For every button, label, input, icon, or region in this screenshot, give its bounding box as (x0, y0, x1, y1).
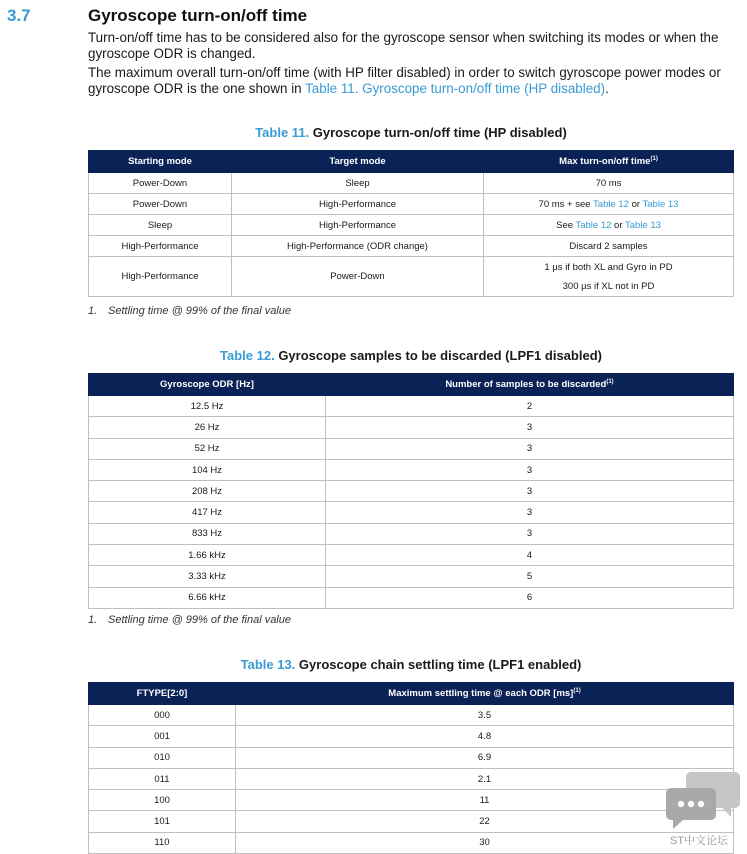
table-row (89, 173, 734, 194)
footnote-ref: (1) (606, 378, 614, 385)
table12-footnote (88, 614, 291, 626)
cell: 6.66 kHz (89, 587, 326, 608)
cell (484, 215, 734, 236)
cell: 417 Hz (89, 502, 326, 523)
table11-header-max-time (484, 151, 734, 173)
cell: 70 ms (484, 173, 734, 194)
table12 (88, 373, 734, 609)
cell: 001 (89, 726, 236, 747)
table13-caption-number: Table 13. (240, 657, 296, 672)
footnote-text: Settling time @ 99% of the final value (108, 614, 291, 626)
table13 (88, 682, 734, 854)
footnote-ref: (1) (650, 155, 658, 162)
cell: 100 (89, 790, 236, 811)
section-number: 3.7 (7, 6, 31, 25)
cell: Power-Down (89, 194, 232, 215)
cell: Discard 2 samples (484, 236, 734, 257)
cell: Sleep (89, 215, 232, 236)
table-row (89, 215, 734, 236)
table12-header-row (89, 374, 734, 396)
footnote-text: Settling time @ 99% of the final value (108, 305, 291, 317)
table12-header-samples-text: Number of samples to be discarded (445, 379, 607, 391)
cell: 11 (236, 790, 734, 811)
table-row (89, 790, 734, 811)
footnote-ref: (1) (573, 687, 581, 694)
cell: 208 Hz (89, 481, 326, 502)
cell: 3 (326, 438, 734, 459)
cell: High-Performance (ODR change) (232, 236, 484, 257)
cell: 22 (236, 811, 734, 832)
table13-link[interactable]: Table 13 (624, 219, 661, 231)
table-row (89, 194, 734, 215)
table11-caption (88, 125, 734, 140)
footnote-number: 1. (88, 305, 98, 317)
table13-link[interactable]: Table 13 (642, 198, 679, 210)
cell: 011 (89, 768, 236, 789)
cell: High-Performance (89, 257, 232, 297)
cell: 26 Hz (89, 417, 326, 438)
cell-line: 300 µs if XL not in PD (562, 280, 655, 292)
table12-link[interactable]: Table 12 (575, 219, 612, 231)
cell: Power-Down (232, 257, 484, 297)
cell: 1.66 kHz (89, 545, 326, 566)
table11-caption-number: Table 11. (255, 125, 310, 140)
table12-link[interactable]: Table 12 (593, 198, 629, 210)
cell (484, 257, 734, 297)
table-row (89, 236, 734, 257)
table-row (89, 545, 734, 566)
cell: 101 (89, 811, 236, 832)
cell-text: 70 ms + see (538, 198, 594, 210)
cell: 833 Hz (89, 523, 326, 544)
cell: 010 (89, 747, 236, 768)
cell: High-Performance (232, 215, 484, 236)
table-row (89, 438, 734, 459)
cell: 6 (326, 587, 734, 608)
table13-caption-text: Gyroscope chain settling time (LPF1 enabled) (295, 657, 582, 672)
table13-header-settling-text: Maximum settling time @ each ODR [ms] (388, 688, 574, 700)
cell: Sleep (232, 173, 484, 194)
cell: 6.9 (236, 747, 734, 768)
table-row (89, 705, 734, 726)
cell: 104 Hz (89, 459, 326, 480)
table-row (89, 811, 734, 832)
cell: 3 (326, 417, 734, 438)
table11-footnote (88, 305, 291, 317)
cell: 3.33 kHz (89, 566, 326, 587)
cell: 3 (326, 481, 734, 502)
table11-header-target-mode: Target mode (232, 151, 484, 173)
footnote-number: 1. (88, 614, 98, 626)
cell-text: or (611, 219, 625, 231)
watermark-text: ST中文论坛 (670, 835, 729, 847)
cell: 12.5 Hz (89, 396, 326, 417)
table-row (89, 523, 734, 544)
table13-header-row (89, 683, 734, 705)
cell: 3.5 (236, 705, 734, 726)
table-row (89, 747, 734, 768)
table11-header-row (89, 151, 734, 173)
table-row (89, 768, 734, 789)
cell (484, 194, 734, 215)
table-row (89, 459, 734, 480)
paragraph-2 (88, 65, 728, 97)
cell: 2.1 (236, 768, 734, 789)
cell-text: or (628, 198, 643, 210)
table13-caption (88, 657, 734, 672)
cell-line: 1 µs if both XL and Gyro in PD (544, 261, 673, 273)
table11-caption-text: Gyroscope turn-on/off time (HP disabled) (309, 125, 567, 140)
table13-header-ftype: FTYPE[2:0] (89, 683, 236, 705)
cell-text: See (556, 219, 576, 231)
table12-header-odr: Gyroscope ODR [Hz] (89, 374, 326, 396)
cell: Power-Down (89, 173, 232, 194)
table-row (89, 417, 734, 438)
cell: 30 (236, 832, 734, 853)
table-row (89, 587, 734, 608)
table12-caption (88, 348, 734, 363)
cell: 4.8 (236, 726, 734, 747)
table-row (89, 396, 734, 417)
cell: High-Performance (89, 236, 232, 257)
cell: High-Performance (232, 194, 484, 215)
cell: 000 (89, 705, 236, 726)
table12-caption-number: Table 12. (220, 348, 275, 363)
table13-header-settling (236, 683, 734, 705)
table-row (89, 502, 734, 523)
paragraph-1: Turn-on/off time has to be considered also for the gyroscope sensor when switching its modes or when the gyroscope ODR is changed. (88, 30, 719, 61)
paragraph-2-end: . (605, 81, 609, 96)
table-row (89, 481, 734, 502)
table-row (89, 832, 734, 853)
table11 (88, 150, 734, 297)
cell: 3 (326, 502, 734, 523)
table11-header-starting-mode: Starting mode (89, 151, 232, 173)
cell: 4 (326, 545, 734, 566)
cell: 52 Hz (89, 438, 326, 459)
cell: 5 (326, 566, 734, 587)
cell: 3 (326, 523, 734, 544)
cell: 3 (326, 459, 734, 480)
table11-link[interactable]: Table 11. Gyroscope turn-on/off time (HP disabled) (305, 81, 606, 96)
table-row (89, 726, 734, 747)
table-row (89, 257, 734, 297)
table11-header-max-time-text: Max turn-on/off time (559, 156, 651, 168)
table12-header-samples (326, 374, 734, 396)
section-title: Gyroscope turn-on/off time (88, 6, 308, 25)
cell: 2 (326, 396, 734, 417)
table12-caption-text: Gyroscope samples to be discarded (LPF1 disabled) (274, 348, 602, 363)
table-row (89, 566, 734, 587)
paragraph-2-text: The maximum overall turn-on/off time (with HP filter disabled) in order to switch gyroscope power modes or gyroscope ODR is the one shown in (88, 65, 721, 96)
cell: 110 (89, 832, 236, 853)
